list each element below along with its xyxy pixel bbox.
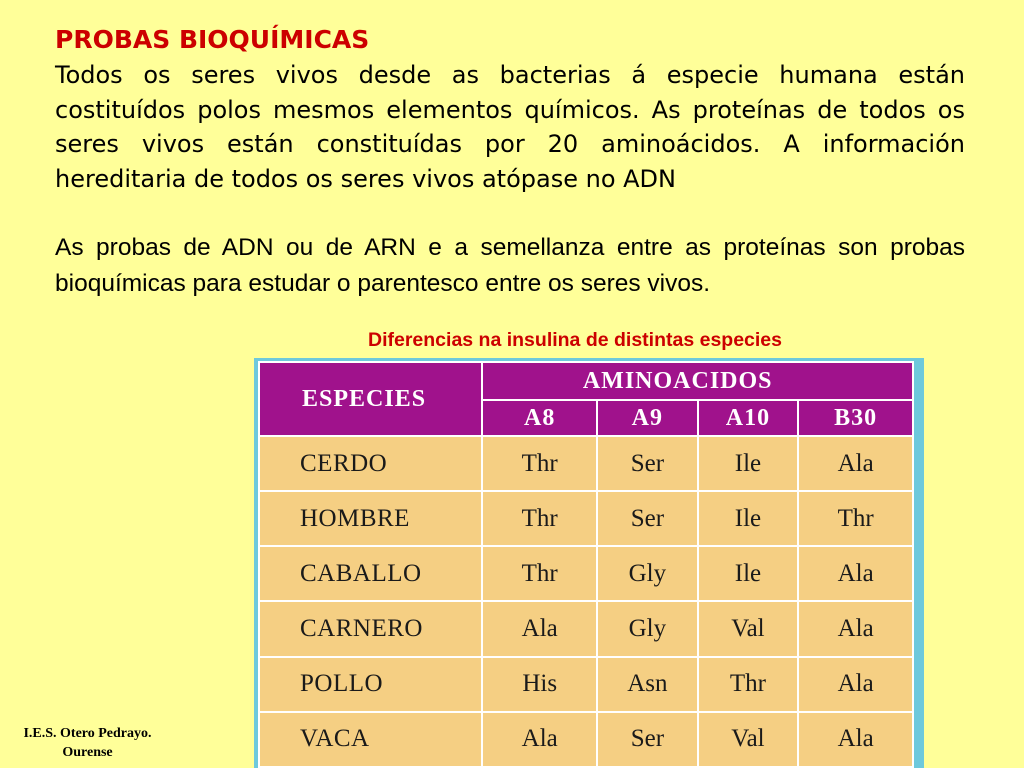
amino-cell: Ala <box>798 657 913 712</box>
amino-cell: Thr <box>482 436 597 491</box>
amino-cell: Val <box>698 601 799 656</box>
amino-cell: Ala <box>798 546 913 601</box>
species-cell: HOMBRE <box>259 491 482 546</box>
amino-cell: Ile <box>698 436 799 491</box>
column-header-b30: B30 <box>798 400 913 436</box>
amino-cell: Ser <box>597 436 698 491</box>
biochemical-tests-paragraph: As probas de ADN ou de ARN e a semellanza entre as proteínas son probas bioquímicas para estudar o parentesco entre os seres vivos. <box>55 234 965 297</box>
school-name: I.E.S. Otero Pedrayo. <box>23 726 152 741</box>
table-row-carnero <box>259 601 913 656</box>
amino-cell: Ala <box>798 601 913 656</box>
amino-cell: Ala <box>798 712 913 767</box>
amino-cell: Ser <box>597 491 698 546</box>
insulin-table-image <box>254 358 924 768</box>
amino-cell: Thr <box>482 546 597 601</box>
column-header-a9: A9 <box>597 400 698 436</box>
amino-cell: Ile <box>698 491 799 546</box>
table-row-hombre <box>259 491 913 546</box>
amino-cell: Val <box>698 712 799 767</box>
column-header-a8: A8 <box>482 400 597 436</box>
table-row-vaca <box>259 712 913 767</box>
amino-cell: Ala <box>482 601 597 656</box>
table-row-cerdo <box>259 436 913 491</box>
amino-cell: Asn <box>597 657 698 712</box>
species-cell: CARNERO <box>259 601 482 656</box>
amino-cell: Ala <box>482 712 597 767</box>
amino-cell: Ala <box>798 436 913 491</box>
species-column-header: ESPECIES <box>259 362 482 436</box>
slide-title: PROBAS BIOQUÍMICAS <box>55 25 370 54</box>
amino-acids-header: AMINOACIDOS <box>482 362 913 400</box>
amino-cell: Gly <box>597 546 698 601</box>
table-row-caballo <box>259 546 913 601</box>
school-footer <box>0 724 175 762</box>
amino-cell: Ser <box>597 712 698 767</box>
species-cell: CERDO <box>259 436 482 491</box>
insulin-table <box>258 361 914 768</box>
species-cell: POLLO <box>259 657 482 712</box>
amino-cell: His <box>482 657 597 712</box>
table-caption: Diferencias na insulina de distintas especies <box>368 329 782 351</box>
table-row-pollo <box>259 657 913 712</box>
species-cell: CABALLO <box>259 546 482 601</box>
intro-paragraph: Todos os seres vivos desde as bacterias á especie humana están costituídos polos mesmos elementos químicos. As proteínas de todos os seres vivos están constituídas por 20 aminoácidos. A información hereditaria de todos os seres vivos atópase no ADN <box>55 61 965 193</box>
amino-cell: Thr <box>798 491 913 546</box>
species-cell: VACA <box>259 712 482 767</box>
amino-cell: Thr <box>698 657 799 712</box>
amino-cell: Thr <box>482 491 597 546</box>
amino-cell: Gly <box>597 601 698 656</box>
column-header-a10: A10 <box>698 400 799 436</box>
amino-cell: Ile <box>698 546 799 601</box>
school-city: Ourense <box>62 745 113 760</box>
